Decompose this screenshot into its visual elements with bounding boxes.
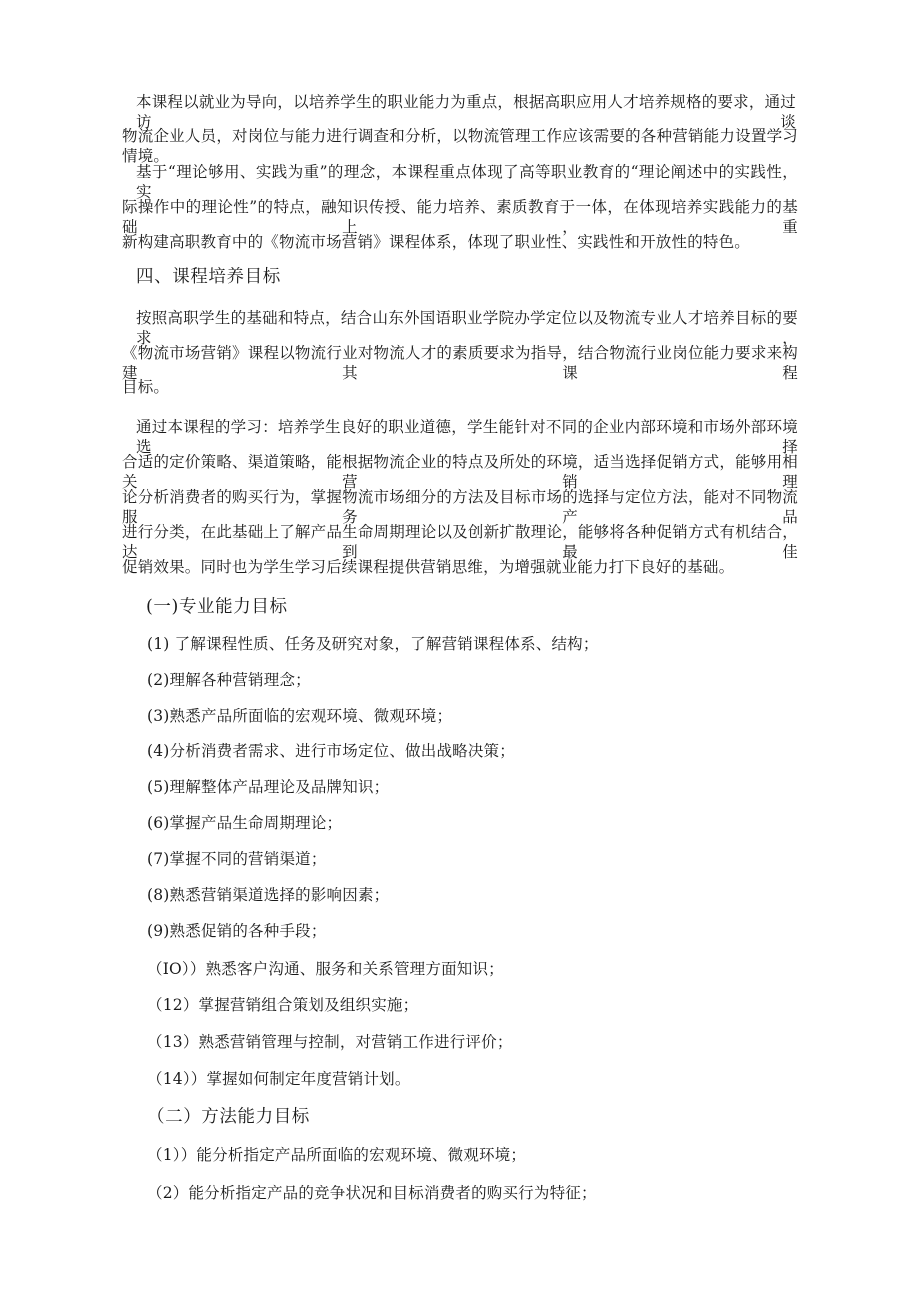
section4-paragraph1-line2: 《物流市场营销》课程以物流行业对物流人才的素质要求为指导，结合物流行业岗位能力要求来构建其课程 — [122, 344, 798, 382]
professional-item: （13）熟悉营销管理与控制，对营销工作进行评价； — [147, 1033, 513, 1051]
paragraph1-line2: 物流企业人员，对岗位与能力进行调查和分析，以物流管理工作应该需要的各种营销能力设置学习情境。 — [122, 127, 798, 165]
paragraph2-line2: 际操作中的理论性”的特点，融知识传授、能力培养、素质教育于一体，在体现培养实践能力的基础上，重 — [122, 198, 798, 236]
section4-paragraph2-line3: 论分析消费者的购买行为，掌握物流市场细分的方法及目标市场的选择与定位方法，能对不同物流服务产品 — [122, 488, 798, 526]
professional-item: (8)熟悉营销渠道选择的影响因素； — [147, 886, 390, 904]
method-item: （1））能分析指定产品所面临的宏观环境、微观环境； — [147, 1146, 527, 1164]
professional-item: (7)掌握不同的营销渠道； — [147, 850, 327, 868]
professional-item: (4)分析消费者需求、进行市场定位、做出战略决策； — [147, 742, 515, 760]
professional-item: (9)熟悉促销的各种手段； — [147, 922, 327, 940]
professional-item: （IO））熟悉客户沟通、服务和关系管理方面知识； — [147, 960, 504, 978]
professional-item: (5)理解整体产品理论及品牌知识； — [147, 778, 390, 796]
method-heading: （二）方法能力目标 — [147, 1107, 310, 1127]
paragraph1-line1: 本课程以就业为导向，以培养学生的职业能力为重点，根据高职应用人才培养规格的要求，通过访谈 — [136, 93, 796, 131]
section4-paragraph2-line1: 通过本课程的学习：培养学生良好的职业道德，学生能针对不同的企业内部环境和市场外部环境选择 — [136, 418, 798, 456]
section4-paragraph2-line2: 合适的定价策略、渠道策略，能根据物流企业的特点及所处的环境，适当选择促销方式，能够用相关营销理 — [122, 453, 798, 491]
professional-item: (3)熟悉产品所面临的宏观环境、微观环境； — [147, 707, 453, 725]
paragraph2-line3: 新构建高职教育中的《物流市场营销》课程体系，体现了职业性、实践性和开放性的特色。 — [122, 233, 751, 251]
section4-paragraph2-line5: 促销效果。同时也为学生学习后续课程提供营销思维，为增强就业能力打下良好的基础。 — [122, 558, 735, 576]
professional-item: (1) 了解课程性质、任务及研究对象，了解营销课程体系、结构； — [147, 635, 599, 653]
section4-paragraph1-line3: 目标。 — [122, 378, 170, 396]
professional-item: (6)掌握产品生命周期理论； — [147, 814, 343, 832]
paragraph2-line1: 基于“理论够用、实践为重”的理念，本课程重点体现了高等职业教育的“理论阐述中的实践性，实 — [136, 163, 798, 201]
professional-heading: (一)专业能力目标 — [146, 597, 288, 617]
professional-item: （12）掌握营销组合策划及组织实施； — [147, 996, 419, 1014]
section4-paragraph2-line4: 进行分类，在此基础上了解产品生命周期理论以及创新扩散理论，能够将各种促销方式有机结合，达到最佳 — [122, 523, 798, 561]
professional-item: （14））掌握如何制定年度营销计划。 — [147, 1070, 411, 1088]
section4-paragraph1-line1: 按照高职学生的基础和特点，结合山东外国语职业学院办学定位以及物流专业人才培养目标的要求， — [136, 309, 798, 347]
section-heading: 四、课程培养目标 — [136, 267, 281, 287]
method-item: （2）能分析指定产品的竞争状况和目标消费者的购买行为特征； — [147, 1184, 597, 1202]
professional-item: (2)理解各种营销理念； — [147, 671, 311, 689]
